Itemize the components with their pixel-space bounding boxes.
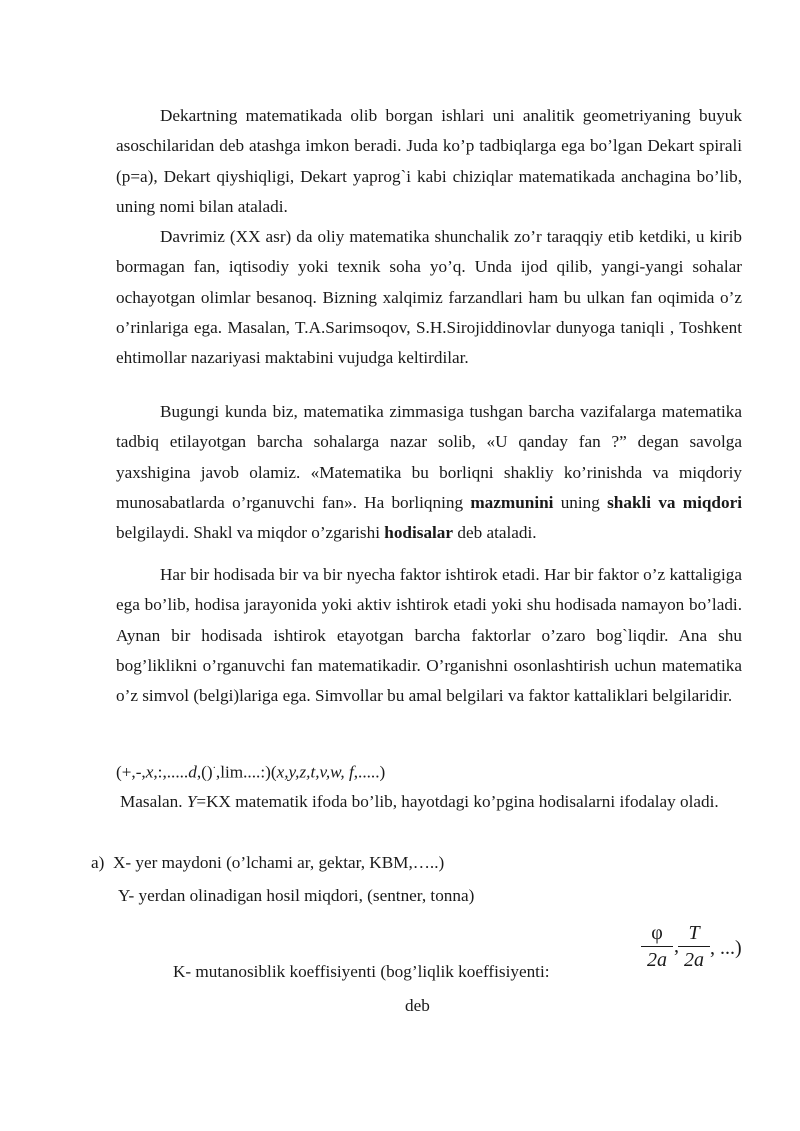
list-marker: a)	[91, 853, 105, 872]
example-y: Y	[186, 792, 197, 811]
para3-text-4: deb ataladi.	[453, 523, 537, 543]
symbols-part: ·	[212, 763, 216, 774]
bold-shakli-va-miqdori: shakli va miqdori	[607, 492, 742, 512]
para3-text-2: uning	[553, 492, 608, 512]
fraction-numerator: T	[688, 922, 700, 944]
symbols-part: ,()	[196, 762, 213, 782]
fraction-tail: , ...)	[710, 937, 742, 959]
paragraph-masalan	[116, 787, 742, 817]
symbols-part: d	[188, 762, 197, 782]
fraction-phi	[641, 920, 673, 973]
symbols-part: ,:,.....	[153, 762, 189, 782]
bold-hodisalar: hodisalar	[384, 523, 454, 543]
list-item-k: K- mutanosiblik koeffisiyenti (bog’liqlik koeffisiyenti:	[173, 962, 550, 981]
bold-mazmunini: mazmunini	[470, 492, 554, 512]
list-item-y: Y- yerdan olinadigan hosil miqdori, (sentner, tonna)	[118, 886, 475, 905]
paragraph-dekart: Dekartning matematikada olib borgan ishlari uni analitik geometriyaning buyuk asoschilaridan deb atashga imkon beradi. Juda ko’p tadbiqlarga ega bo’lgan Dekart spirali (p=a), Dekart qiyshiqligi, Dekart yaprog`i kabi chiziqlar matematikada anchagina bo’lib, uning nomi bilan ataladi.	[116, 106, 742, 216]
fraction-numerator: φ	[651, 922, 663, 944]
symbols-line	[116, 757, 385, 785]
fraction-denominator: 2a	[647, 949, 667, 971]
deb-word: deb	[405, 996, 430, 1015]
fraction-denominator: 2a	[684, 949, 704, 971]
symbols-part: ,lim....:)(	[215, 762, 277, 782]
paragraph-bugungi	[116, 397, 742, 548]
para3-text-3: belgilaydi. Shakl va miqdor o’zgarishi	[116, 523, 385, 543]
list-item-a	[91, 851, 444, 875]
fraction-t	[678, 920, 710, 973]
symbols-part: ,.....)	[353, 762, 386, 782]
example-text-1: Masalan.	[120, 792, 187, 811]
symbols-part: x,y,z,t,v,w, f	[276, 762, 354, 782]
paragraph-davrimiz: Davrimiz (XX asr) da oliy matematika shunchalik zo’r taraqqiy etib ketdiki, u kirib bormagan fan, iqtisodiy yoki texnik soha yo’q. Unda ijod qilib, yangi-yangi sohalar ochayotgan olimlar besanoq. Bizning xalqimiz farzandlari ham bu ulkan fan oqimida o’z o’rinlariga ega. Masalan, T.A.Sarimsoqov, S.H.Sirojiddinovlar dunyoga taniqli , Toshkent ehtimollar nazariyasi maktabini vujudga keltirdilar.	[116, 227, 742, 368]
symbols-part: x	[145, 762, 154, 782]
list-item-x: X- yer maydoni (o’lchami ar, gektar, KBM,…..)	[112, 853, 445, 872]
example-text-2: =KX matematik ifoda bo’lib, hayotdagi ko’pgina hodisalarni ifodalay oladi.	[196, 792, 719, 811]
paragraph-har-bir: Har bir hodisada bir va bir nyecha faktor ishtirok etadi. Har bir faktor o’z kattaligiga ega bo’lib, hodisa jarayonida yoki aktiv ishtirok etadi yoki shu hodisada namayon bo’ladi. Aynan bir hodisada ishtirok etayotgan barcha faktorlar o’zaro bog`liqdir. Ana shu bog’liklikni o’rganuvchi fan matematikadir. O’rganishni osonlashtirish uchun matematika o’z simvol (belgi)lariga ega. Simvollar bu amal belgilari va faktor kattaliklari belgilaridir.	[116, 565, 742, 706]
para3-text-1: Bugungi kunda biz, matematika zimmasiga tushgan barcha vazifalarga matematika tadbiq etilayotgan barcha sohalarga nazar solib, «U qanday fan ?” degan savolga yaxshigina javob olamiz. «Matematika bu borliqni shakliy ko’rinishda va miqdoriy munosabatlarda o’rganuvchi fan». Ha borliqning	[116, 402, 742, 512]
symbols-part: (+,-,	[116, 762, 146, 782]
fraction-comma: ,	[674, 935, 679, 957]
